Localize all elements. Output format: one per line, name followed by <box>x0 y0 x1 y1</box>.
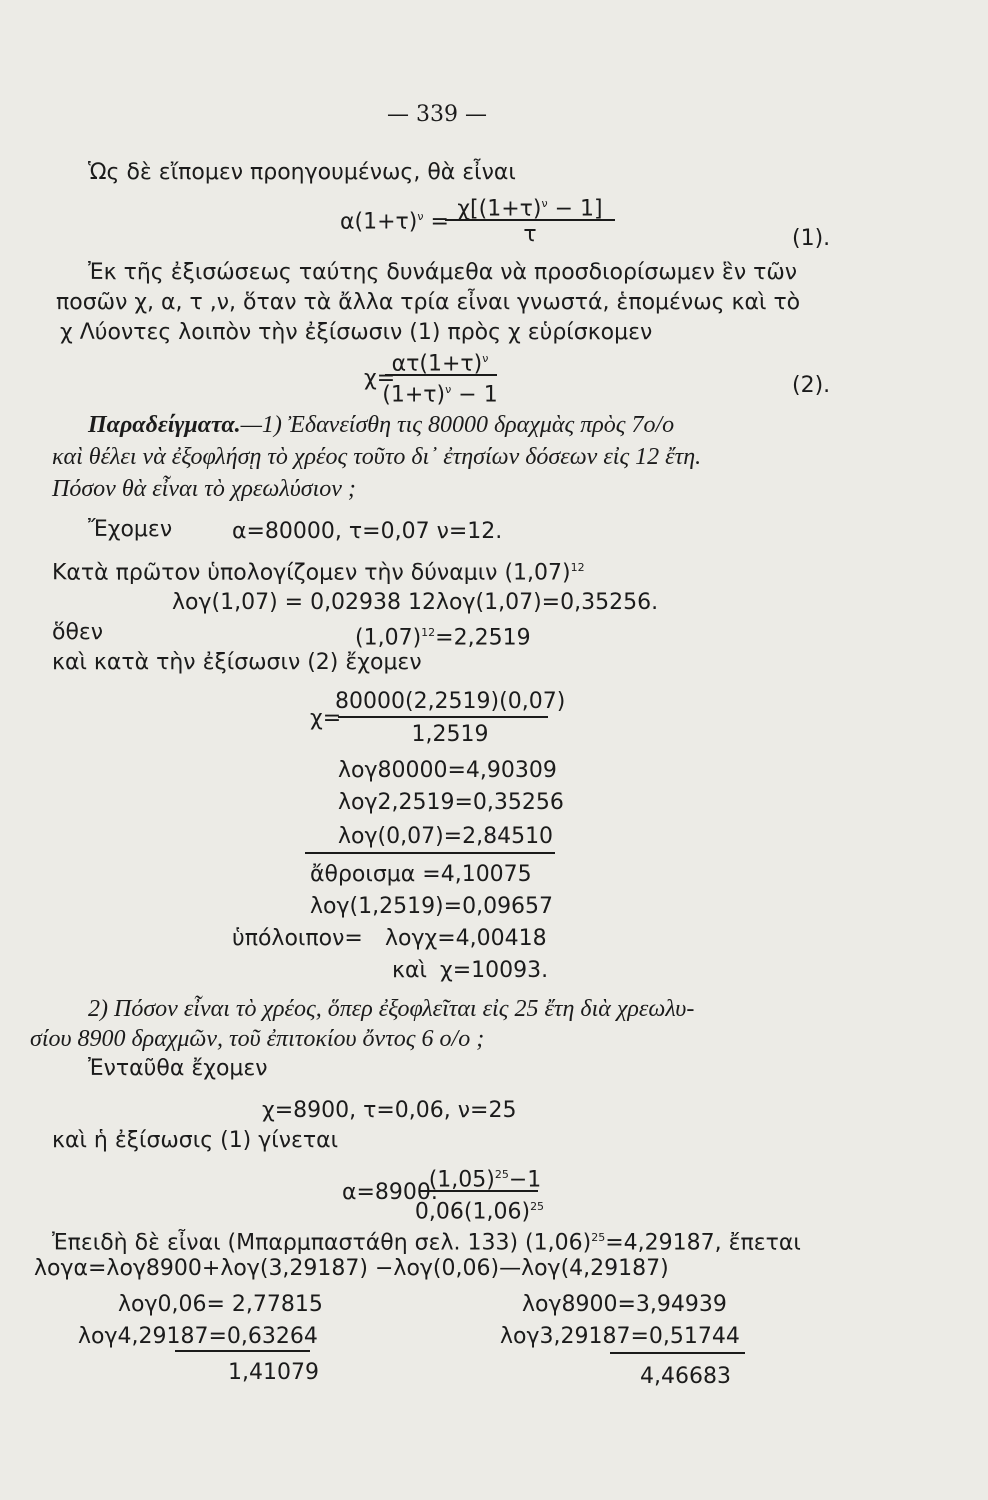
sum-line: ἄθροισμα =4,10075 <box>310 862 532 887</box>
para1-line-3: χ Λύοντες λοιπὸν τὴν ἐξίσωσιν (1) πρὸς χ εὑρίσκομεν <box>60 320 653 345</box>
eq2-lhs: χ <box>364 366 377 391</box>
eq2-den-exp: ν <box>445 383 452 396</box>
hence-label: ὅθεν <box>52 620 104 645</box>
right-log-3-29187: λογ3,29187=0,51744 <box>500 1324 740 1349</box>
left-sum: 1,41079 <box>228 1360 319 1385</box>
remainder-value: λογχ=4,00418 <box>385 926 547 951</box>
sum-rule <box>305 852 555 854</box>
a-denominator: 0,06(1,06) <box>414 1199 531 1225</box>
a-fraction-bar <box>420 1190 538 1192</box>
a-lhs: α=8900. <box>342 1180 438 1205</box>
eq2-equals: = <box>376 366 396 391</box>
right-sum-rule <box>610 1352 745 1354</box>
x-denominator: 1,2519 <box>411 722 489 747</box>
power-exp: 12 <box>570 561 585 574</box>
final-value: χ=10093. <box>440 958 549 983</box>
eq1-fraction-bar <box>445 219 615 221</box>
a-numerator: (1,05) <box>428 1167 495 1193</box>
eq2-label: (2). <box>792 373 831 398</box>
since-line: Ἐπειδὴ δὲ εἶναι (Μπαρμπαστάθη σελ. 133) (1,06) <box>52 1230 592 1256</box>
log-line: λογ(1,07) = 0,02938 12λογ(1,07)=0,35256. <box>172 590 659 615</box>
para1-line-2: ποσῶν χ, α, τ ,ν, ὅταν τὰ ἄλλα τρία εἶναι γνωστά, ἑπομένως καὶ τὸ <box>56 290 801 315</box>
x-numerator: 80000(2,2519)(0,07) <box>335 689 566 714</box>
log-2-2519: λογ2,2519=0,35256 <box>338 790 564 815</box>
example2-line-2: σίου 8900 δραχμῶν, τοῦ ἐπιτοκίου ὄντος 6 ο/ο ; <box>30 1026 485 1052</box>
log-denominator: λογ(1,2519)=0,09657 <box>310 894 554 919</box>
power-exp-2: 12 <box>421 626 436 639</box>
eq2-den-tail: − 1 <box>451 382 498 408</box>
eq2-num-exp: ν <box>482 352 489 365</box>
eq1-numerator: χ[(1+τ) <box>457 196 542 222</box>
since-tail: =4,29187, ἔπεται <box>605 1230 801 1256</box>
right-sum: 4,46683 <box>640 1364 731 1389</box>
example1-line-1: —1) Ἐδανείσθη τις 80000 δραχμὰς πρὸς 7ο/ο <box>240 412 675 438</box>
here-we-have: Ἐνταῦθα ἔχομεν <box>88 1056 268 1081</box>
x-fraction-bar <box>338 716 548 718</box>
final-label: καὶ <box>392 958 427 983</box>
eq1-num-exp: ν <box>541 197 548 210</box>
intro-line: Ὡς δὲ εἴπομεν προηγουμένως, θὰ εἶναι <box>88 160 516 185</box>
since-exp: 25 <box>591 1231 606 1244</box>
eq1-lhs: α(1+τ) <box>340 209 418 235</box>
ex2-values: χ=8900, τ=0,06, ν=25 <box>262 1098 517 1123</box>
eq1-label: (1). <box>792 226 831 251</box>
have-values: α=80000, τ=0,07 ν=12. <box>232 519 503 544</box>
have-label: Ἔχομεν <box>88 517 173 542</box>
eq2-denominator: (1+τ) <box>382 382 446 408</box>
eq1-denominator: τ <box>523 222 537 247</box>
left-sum-rule <box>175 1350 310 1352</box>
example2-line-1: 2) Πόσον εἶναι τὸ χρέος, ὅπερ ἐξοφλεῖται εἰς 25 ἔτη διὰ χρεωλυ- <box>88 996 695 1022</box>
page-number: — 339 — <box>387 102 487 127</box>
a-den-exp: 25 <box>530 1200 545 1213</box>
x-lhs: χ= <box>310 706 342 731</box>
left-log-0-06: λογ0,06= 2,77815 <box>118 1292 323 1317</box>
a-num-exp: 25 <box>494 1168 509 1181</box>
equation-becomes: καὶ ἡ ἐξίσωσις (1) γίνεται <box>52 1128 339 1153</box>
power-result: =2,2519 <box>435 625 531 651</box>
left-log-4-29187: λογ4,29187=0,63264 <box>78 1324 318 1349</box>
examples-heading: Παραδείγματα. <box>88 412 241 438</box>
eq2-fraction-bar <box>385 374 497 376</box>
example1-line-3: Πόσον θὰ εἶναι τὸ χρεωλύσιον ; <box>52 476 356 502</box>
log-80000: λογ80000=4,90309 <box>338 758 557 783</box>
log-0-07: λογ(0,07)=2,84510 <box>338 824 554 849</box>
eq1-num-tail: − 1] <box>547 196 603 222</box>
power-base: (1,07) <box>355 625 422 651</box>
log-a-line: λογα=λογ8900+λογ(3,29187) −λογ(0,06)—λογ(4,29187) <box>34 1256 669 1281</box>
eq1-exp: ν <box>417 210 424 223</box>
para1-line-1: Ἐκ τῆς ἐξισώσεως ταύτης δυνάμεθα νὰ προσδιορίσωμεν ἓν τῶν <box>88 260 798 285</box>
and-equation-line: καὶ κατὰ τὴν ἐξίσωσιν (2) ἔχομεν <box>52 650 422 675</box>
eq1-equals: = <box>430 209 449 235</box>
right-log-8900: λογ8900=3,94939 <box>522 1292 727 1317</box>
remainder-label: ὑπόλοιπον= <box>232 926 363 951</box>
example1-line-2: καὶ θέλει νὰ ἐξοφλήσῃ τὸ χρέος τοῦτο δι᾽ ἐτησίων δόσεων εἰς 12 ἔτη. <box>52 444 702 470</box>
power-line: Κατὰ πρῶτον ὑπολογίζομεν τὴν δύναμιν (1,07) <box>52 560 571 586</box>
a-num-tail: −1 <box>508 1167 542 1193</box>
eq2-numerator: ατ(1+τ) <box>391 351 483 377</box>
